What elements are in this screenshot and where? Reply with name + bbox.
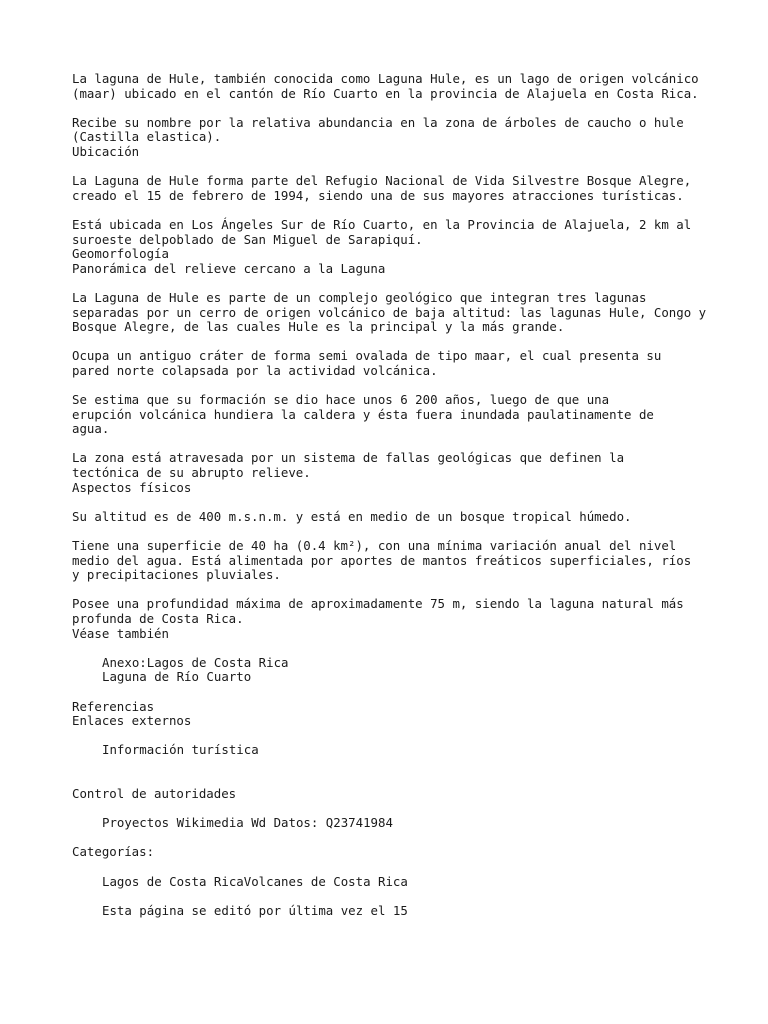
depth-paragraph: Posee una profundidad máxima de aproximadamente 75 m, siendo la laguna natural más profunda de Costa Rica. [72, 596, 692, 626]
name-origin-paragraph: Recibe su nombre por la relativa abundancia en la zona de árboles de caucho o hule (Castilla elastica). [72, 114, 692, 145]
altitude-paragraph: Su altitud es de 400 m.s.n.m. y está en medio de un bosque tropical húmedo. [72, 508, 632, 524]
section-heading-categorias: Categorías: [72, 844, 155, 860]
document-body [72, 72, 712, 918]
crater-paragraph: Ocupa un antiguo cráter de forma semi ovalada de tipo maar, el cual presenta su pared norte colapsada por la actividad volcánica. [72, 348, 669, 378]
section-heading-ubicacion: Ubicación [72, 143, 140, 159]
see-also-link-lagos[interactable]: Anexo:Lagos de Costa Rica [102, 654, 289, 670]
external-link-informacion[interactable]: Información turística [102, 742, 259, 758]
geology-paragraph: La Laguna de Hule es parte de un complejo geológico que integran tres lagunas separadas por un cerro de origen volcánico de baja altitud: las lagunas Hule, Congo y Bosque Alegre, de las cuales Hule es la principal y la más grande. [72, 289, 714, 335]
last-edited-footer: Esta página se editó por última vez el 15 [102, 902, 408, 918]
wikidata-link[interactable]: Proyectos Wikimedia Wd Datos: Q23741984 [102, 815, 393, 831]
section-heading-vease: Véase también [72, 625, 169, 641]
category-links[interactable]: Lagos de Costa RicaVolcanes de Costa Rica [102, 873, 408, 889]
refugio-paragraph: La Laguna de Hule forma parte del Refugio Nacional de Vida Silvestre Bosque Alegre, creado el 15 de febrero de 1994, siendo una de sus mayores atracciones turísticas. [72, 173, 699, 203]
section-heading-enlaces: Enlaces externos [72, 713, 192, 729]
section-heading-geomorfologia: Geomorfología [72, 246, 169, 262]
formation-paragraph: Se estima que su formación se dio hace unos 6 200 años, luego de que una erupción volcánica hundiera la caldera y ésta fuera inundada paulatinamente de agua. [72, 392, 662, 437]
image-caption: Panorámica del relieve cercano a la Laguna [72, 260, 386, 276]
section-heading-aspectos: Aspectos físicos [72, 479, 192, 495]
section-heading-referencias: Referencias [72, 698, 155, 714]
surface-paragraph: Tiene una superficie de 40 ha (0.4 km²), con una mínima variación anual del nivel medio del agua. Está alimentada por aportes de mantos freáticos superficiales, ríos y precipitaciones pluviales. [72, 538, 699, 583]
section-heading-control: Control de autoridades [72, 786, 237, 802]
intro-paragraph: La laguna de Hule, también conocida como Laguna Hule, es un lago de origen volcánico (maar) ubicado en el cantón de Río Cuarto en la provincia de Alajuela en Costa Rica. [72, 71, 707, 101]
see-also-link-rio-cuarto[interactable]: Laguna de Río Cuarto [102, 669, 252, 685]
faults-paragraph: La zona está atravesada por un sistema de fallas geológicas que definen la tectónica de su abrupto relieve. [72, 450, 632, 481]
location-paragraph: Está ubicada en Los Ángeles Sur de Río Cuarto, en la Provincia de Alajuela, 2 km al suroeste delpoblado de San Miguel de Sarapiquí. [72, 216, 699, 247]
